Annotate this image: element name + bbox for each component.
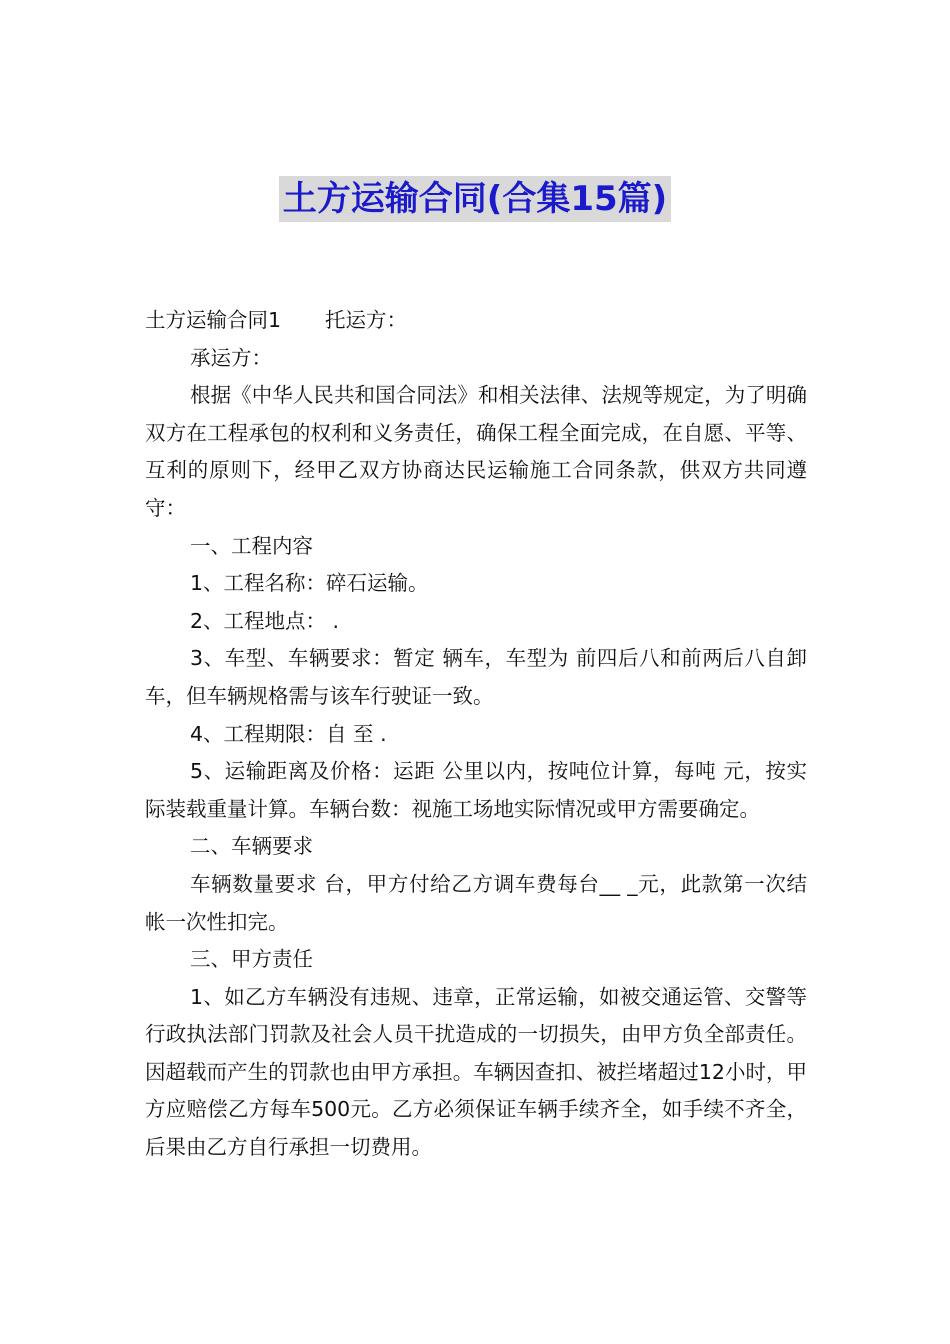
document-body [145, 302, 807, 1167]
paragraph-vehicle-quantity: 车辆数量要求 台，甲方付给乙方调车费每台__ _元，此款第一次结帐一次性扣完。 [145, 871, 807, 934]
contract-heading-line [145, 302, 807, 340]
section-heading-party-a-duties: 三、甲方责任 [190, 947, 313, 972]
paragraph-party-a-duty-1: 1、如乙方车辆没有违规、违章，正常运输，如被交通运管、交警等行政执法部门罚款及社会人员干扰造成的一切损失，由甲方负全部责任。因超载而产生的罚款也由甲方承担。车辆因查扣、被拦堵超过12小时，甲方应赔偿乙方每车500元。乙方必须保证车辆手续齐全，如手续不齐全，后果由乙方自行承担一切费用。 [145, 984, 807, 1160]
paragraph-carrier: 承运方： [190, 345, 272, 370]
paragraph-preamble: 根据《中华人民共和国合同法》和相关法律、法规等规定，为了明确双方在工程承包的权利和义务责任，确保工程全面完成，在自愿、平等、互利的原则下，经甲乙双方协商达民运输施工合同条款，供双方共同遵守： [145, 383, 807, 520]
paragraph-project-name: 1、工程名称：碎石运输。 [190, 571, 429, 596]
section-heading-vehicle-requirements: 二、车辆要求 [190, 834, 313, 859]
paragraph-vehicle-type: 3、车型、车辆要求：暂定 辆车，车型为 前四后八和前两后八自卸车，但车辆规格需与该车行驶证一致。 [145, 646, 807, 708]
title-container [0, 176, 950, 222]
paragraph-project-period: 4、工程期限：自 至 . [190, 721, 387, 746]
contract-heading: 土方运输合同1 [145, 308, 282, 332]
shipper-label: 托运方： [325, 308, 408, 332]
paragraph-distance-price: 5、运输距离及价格：运距 公里以内，按吨位计算，每吨 元，按实际装载重量计算。车辆台数：视施工场地实际情况或甲方需要确定。 [145, 759, 807, 821]
paragraph-project-location: 2、工程地点： . [190, 608, 340, 633]
document-title: 土方运输合同(合集15篇) [279, 176, 671, 222]
section-heading-project-content: 一、工程内容 [190, 533, 313, 558]
